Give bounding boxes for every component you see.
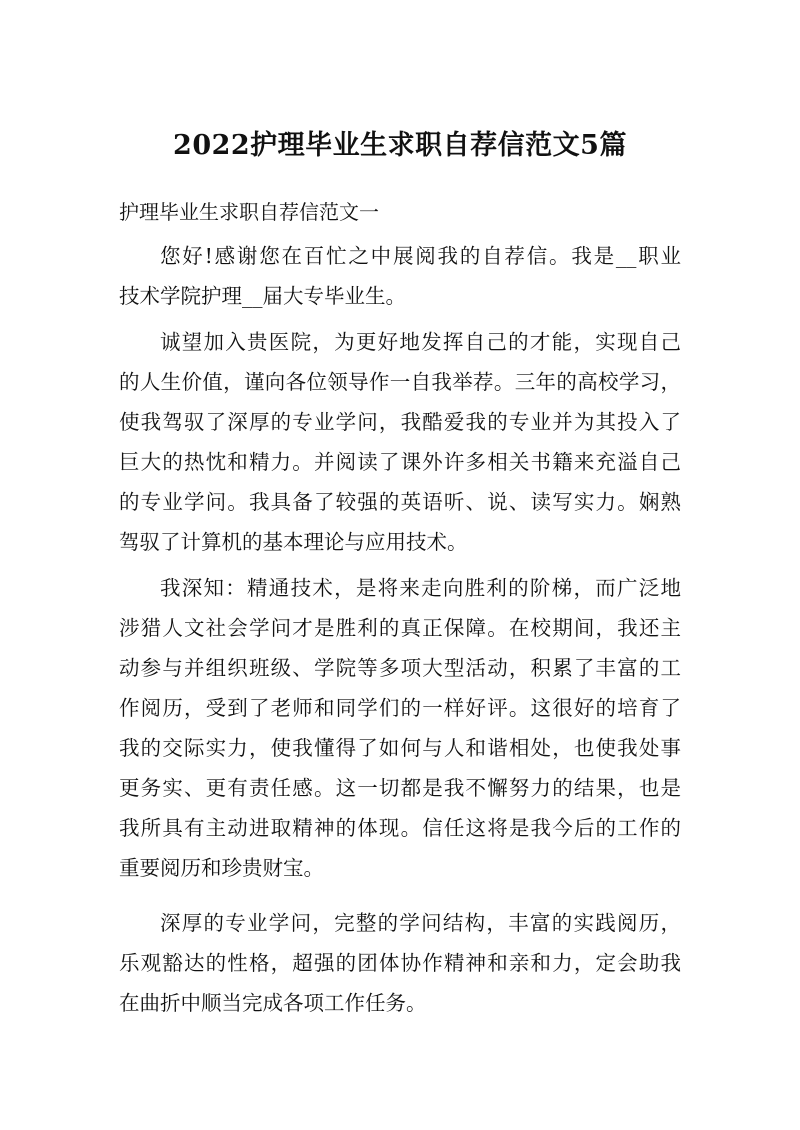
document-title: 2022护理毕业生求职自荐信范文5篇 — [173, 130, 627, 161]
paragraph-line: 涉猎人文社会学问才是胜利的真正保障。在校期间，我还主 — [119, 616, 681, 640]
paragraph-line: 我所具有主动进取精神的体现。信任这将是我今后的工作的 — [119, 816, 681, 840]
paragraph-line: 的专业学问。我具备了较强的英语听、说、读写实力。娴熟 — [119, 490, 681, 514]
paragraph-line: 使我驾驭了深厚的专业学问，我酷爱我的专业并为其投入了 — [119, 410, 681, 434]
paragraph-line: 技术学院护理__届大专毕业生。 — [119, 284, 406, 308]
paragraph-line: 驾驭了计算机的基本理论与应用技术。 — [119, 530, 468, 554]
paragraph-4 — [119, 903, 681, 1023]
paragraph-2 — [119, 322, 681, 562]
paragraph-line: 乐观豁达的性格，超强的团体协作精神和亲和力，定会助我 — [119, 951, 681, 975]
paragraph-line: 作阅历，受到了老师和同学们的一样好评。这很好的培育了 — [119, 696, 681, 720]
paragraph-line: 动参与并组织班级、学院等多项大型活动，积累了丰富的工 — [119, 656, 681, 680]
paragraph-line: 您好!感谢您在百忙之中展阅我的自荐信。我是__职业 — [160, 244, 681, 268]
paragraph-line: 更务实、更有责任感。这一切都是我不懈努力的结果，也是 — [119, 776, 681, 800]
paragraph-3 — [119, 568, 681, 888]
paragraph-line: 重要阅历和珍贵财宝。 — [119, 856, 324, 880]
section-heading: 护理毕业生求职自荐信范文一 — [119, 200, 379, 224]
paragraph-line: 在曲折中顺当完成各项工作任务。 — [119, 991, 427, 1015]
paragraph-line: 诚望加入贵医院，为更好地发挥自己的才能，实现自己 — [160, 330, 681, 354]
paragraph-line: 我的交际实力，使我懂得了如何与人和谐相处，也使我处事 — [119, 736, 681, 760]
paragraph-line: 深厚的专业学问，完整的学问结构，丰富的实践阅历， — [160, 911, 681, 935]
paragraph-line: 巨大的热忱和精力。并阅读了课外许多相关书籍来充溢自己 — [119, 450, 681, 474]
paragraph-line: 的人生价值，谨向各位领导作一自我举荐。三年的高校学习， — [119, 370, 681, 394]
paragraph-1 — [119, 236, 681, 316]
paragraph-line: 我深知：精通技术，是将来走向胜利的阶梯，而广泛地 — [160, 576, 681, 600]
